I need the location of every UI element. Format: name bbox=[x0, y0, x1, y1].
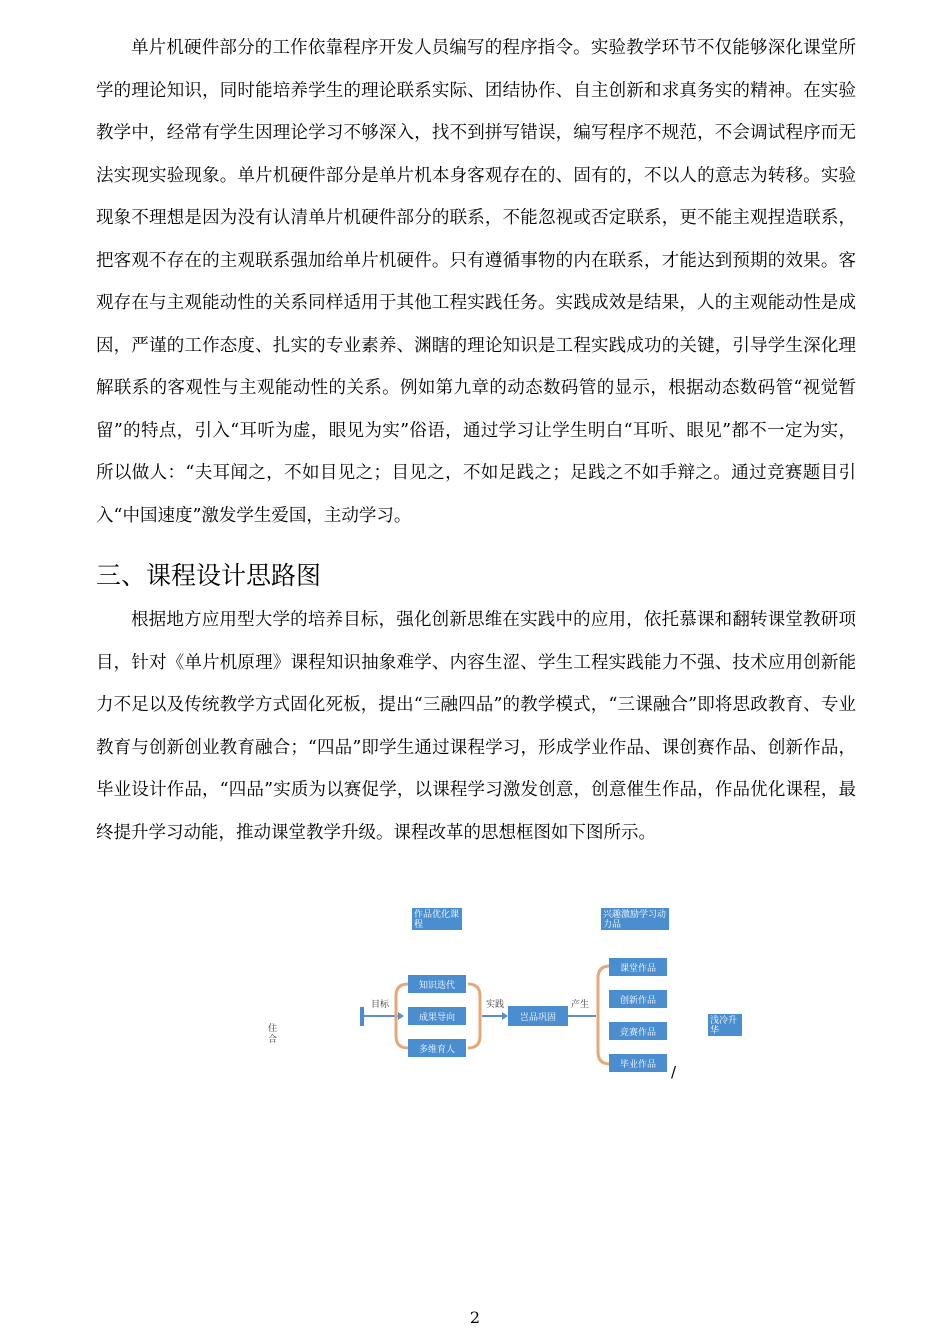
left-bar bbox=[360, 1007, 364, 1026]
label-practice: 实践 bbox=[486, 1000, 505, 1010]
right-box-innovation: 创新作品 bbox=[609, 990, 667, 1008]
slash-mark: / bbox=[671, 1063, 677, 1081]
top-right-box: 兴趣激励学习动力品 bbox=[601, 908, 669, 930]
top-left-box: 作品优化课程 bbox=[412, 908, 462, 930]
mid-box-knowledge: 知识迭代 bbox=[408, 975, 466, 993]
mid-box-outcome: 成果导向 bbox=[408, 1007, 466, 1025]
far-right-box: 浅冷升华 bbox=[708, 1014, 742, 1036]
bracket-right bbox=[598, 966, 610, 1064]
body-paragraph-1: 单片机硬件部分的工作依靠程序开发人员编写的程序指令。实验教学环节不仅能够深化课堂所学的理论知识，同时能培养学生的理论联系实际、团结协作、自主创新和求真务实的精神。在实验教学中，经常有学生因理论学习不够深入，找不到拼写错误，编写程序不规范，不会调试程序而无法实现实验现象。单片机硬件部分是单片机本身客观存在的、固有的，不以人的意志为转移。实验现象不理想是因为没有认清单片机硬件部分的联系，不能忽视或否定联系，更不能主观捏造联系，把客观不存在的主观联系强加给单片机硬件。只有遵循事物的内在联系，才能达到预期的效果。客观存在与主观能动性的关系同样适用于其他工程实践任务。实践成效是结果，人的主观能动性是成因，严谨的工作态度、扎实的专业素养、渊瞎的理论知识是工程实践成功的关键，引导学生深化理解联系的客观性与主观能动性的关系。例如第九章的动态数码管的显示，根据动态数码管“视觉暂留”的特点，引入“耳听为虚，眼见为实”俗语，通过学习让学生明白“耳听、眼见”都不一定为实，所以做人：“夫耳闻之，不如目见之；目见之，不如足践之；足践之不如手辩之。通过竞赛题目引入“中国速度”激发学生爱国，主动学习。 bbox=[96, 38, 856, 526]
label-produce: 产生 bbox=[571, 1000, 590, 1010]
label-target: 目标 bbox=[371, 1000, 390, 1010]
bracket-mid-right bbox=[468, 984, 480, 1048]
center-box: 岂品巩固 bbox=[508, 1006, 568, 1026]
mid-box-education: 多维育人 bbox=[408, 1039, 466, 1057]
right-box-class: 课堂作品 bbox=[609, 958, 667, 976]
body-paragraph-2: 根据地方应用型大学的培养目标，强化创新思维在实践中的应用，依托慕课和翻转课堂教研项目，针对《单片机原理》课程知识抽象难学、内容生涩、学生工程实践能力不强、技术应用创新能力不足以及传统教学方式固化死板，提出“三融四品”的教学模式，“三课融合”即将思政教育、专业教育与创新创业教育融合；“四品”即学生通过课程学习，形成学业作品、课创赛作品、创新作品，毕业设计作品，“四品”实质为以赛促学，以课程学习激发创意，创意催生作品，作品优化课程，最终提升学习动能，推动课堂教学升级。课程改革的思想框图如下图所示。 bbox=[96, 610, 856, 843]
right-box-graduation: 毕业作品 bbox=[609, 1054, 667, 1072]
arrowhead-mid bbox=[398, 1012, 404, 1020]
page-number: 2 bbox=[469, 1308, 481, 1327]
left-label: 住合 bbox=[268, 1024, 278, 1045]
right-box-competition: 竞赛作品 bbox=[609, 1022, 667, 1040]
section-heading: 三、课程设计思路图 bbox=[96, 561, 322, 590]
